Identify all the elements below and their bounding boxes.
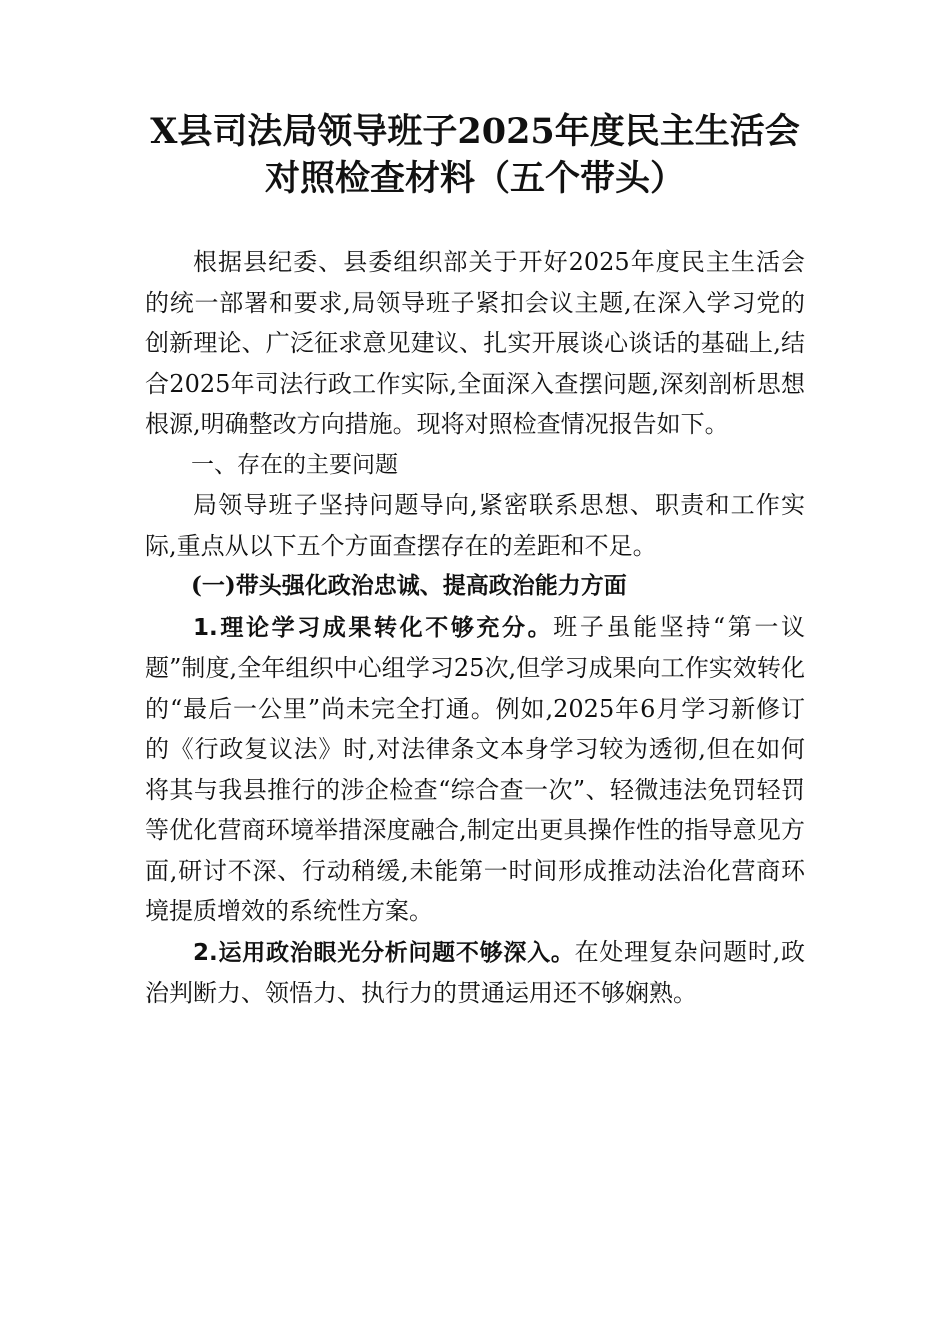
title-line-1: X县司法局领导班子2025年度民主生活会 — [150, 111, 800, 152]
item-2-lead: 2.运用政治眼光分析问题不够深入。 — [193, 939, 575, 966]
title-line-2: 对照检查材料（五个带头） — [264, 158, 685, 199]
item-1-lead: 1.理论学习成果转化不够充分。 — [193, 614, 554, 641]
document-title — [125, 108, 825, 202]
document-body — [145, 242, 805, 1014]
item-1-paragraph — [145, 607, 805, 932]
item-1-text: 班子虽能坚持“第一议题”制度,全年组织中心组学习25次,但学习成果向工作实效转化的“最后一公里”尚未完全打通。例如,2025年6月学习新修订的《行政复议法》时,对法律条文本身学习较为透彻,但在如何将其与我县推行的涉企检查“综合查一次”、轻微违法免罚轻罚等优化营商环境举措深度融合,制定出更具操作性的指导意见方面,研讨不深、行动稍缓,未能第一时间形成推动法治化营商环境提质增效的系统性方案。 — [145, 612, 805, 925]
intro-paragraph: 根据县纪委、县委组织部关于开好2025年度民主生活会的统一部署和要求,局领导班子紧扣会议主题,在深入学习党的创新理论、广泛征求意见建议、扎实开展谈心谈话的基础上,结合2025年司法行政工作实际,全面深入查摆问题,深刻剖析思想根源,明确整改方向措施。现将对照检查情况报告如下。 — [145, 248, 805, 438]
subsection-heading-political-loyalty: (一)带头强化政治忠诚、提高政治能力方面 — [191, 572, 627, 599]
item-2-paragraph — [145, 932, 805, 1014]
section-intro-paragraph: 局领导班子坚持问题导向,紧密联系思想、职责和工作实际,重点从以下五个方面查摆存在的差距和不足。 — [145, 491, 805, 560]
section-heading-problems: 一、存在的主要问题 — [191, 451, 398, 478]
item-2-text: 在处理复杂问题时,政治判断力、领悟力、执行力的贯通运用还不够娴熟。 — [145, 937, 805, 1007]
